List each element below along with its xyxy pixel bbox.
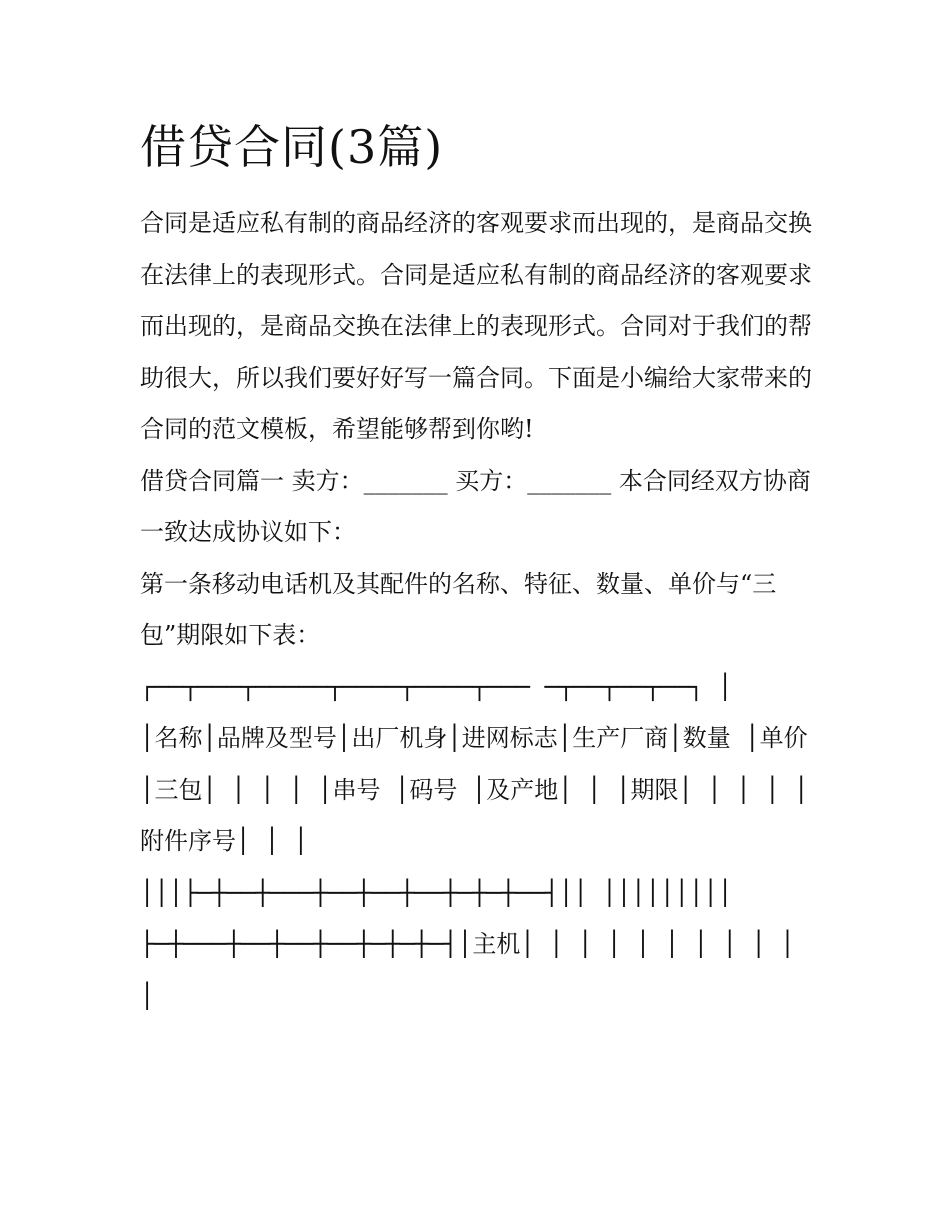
table-row-line-host: ├─┼───┼──┼──┼──┼─┼─┼─┤│主机│ │ │ │ │ │ │ │ │ │ │ — [140, 930, 810, 1010]
article-one-paragraph: 第一条移动电话机及其配件的名称、特征、数量、单价与“三包”期限如下表： — [140, 569, 777, 649]
table-border-line-top: ┌──┬───┬─────┬────┬────┬─── ─┬──┬──┬──┐ │ — [140, 672, 733, 701]
table-border-line-middle: │││├─┼──┼───┼──┼──┼──┼─┼─┼──┤││ │││││││││ — [140, 878, 733, 907]
intro-paragraph: 合同是适应私有制的商品经济的客观要求而出现的，是商品交换在法律上的表现形式。合同是适应私有制的商品经济的客观要求而出现的，是商品交换在法律上的表现形式。合同对于我们的帮助很大，所以我们要好好写一篇合同。下面是小编给大家带来的合同的范文模板，希望能够帮到你哟! — [140, 209, 812, 443]
contract-parties-paragraph: 借贷合同篇一 卖方：_______ 买方：_______ 本合同经双方协商一致达成协议如下： — [140, 466, 811, 546]
table-header-line: │名称│品牌及型号│出厂机身│进网标志│生产厂商│数量 │单价│三包│ │ │ │ │串号 │码号 │及产地│ │ │期限│ │ │ │ │附件序号│ │ │ — [140, 724, 809, 855]
document-page — [140, 112, 820, 1022]
document-title: 借贷合同(3篇) — [140, 120, 444, 174]
